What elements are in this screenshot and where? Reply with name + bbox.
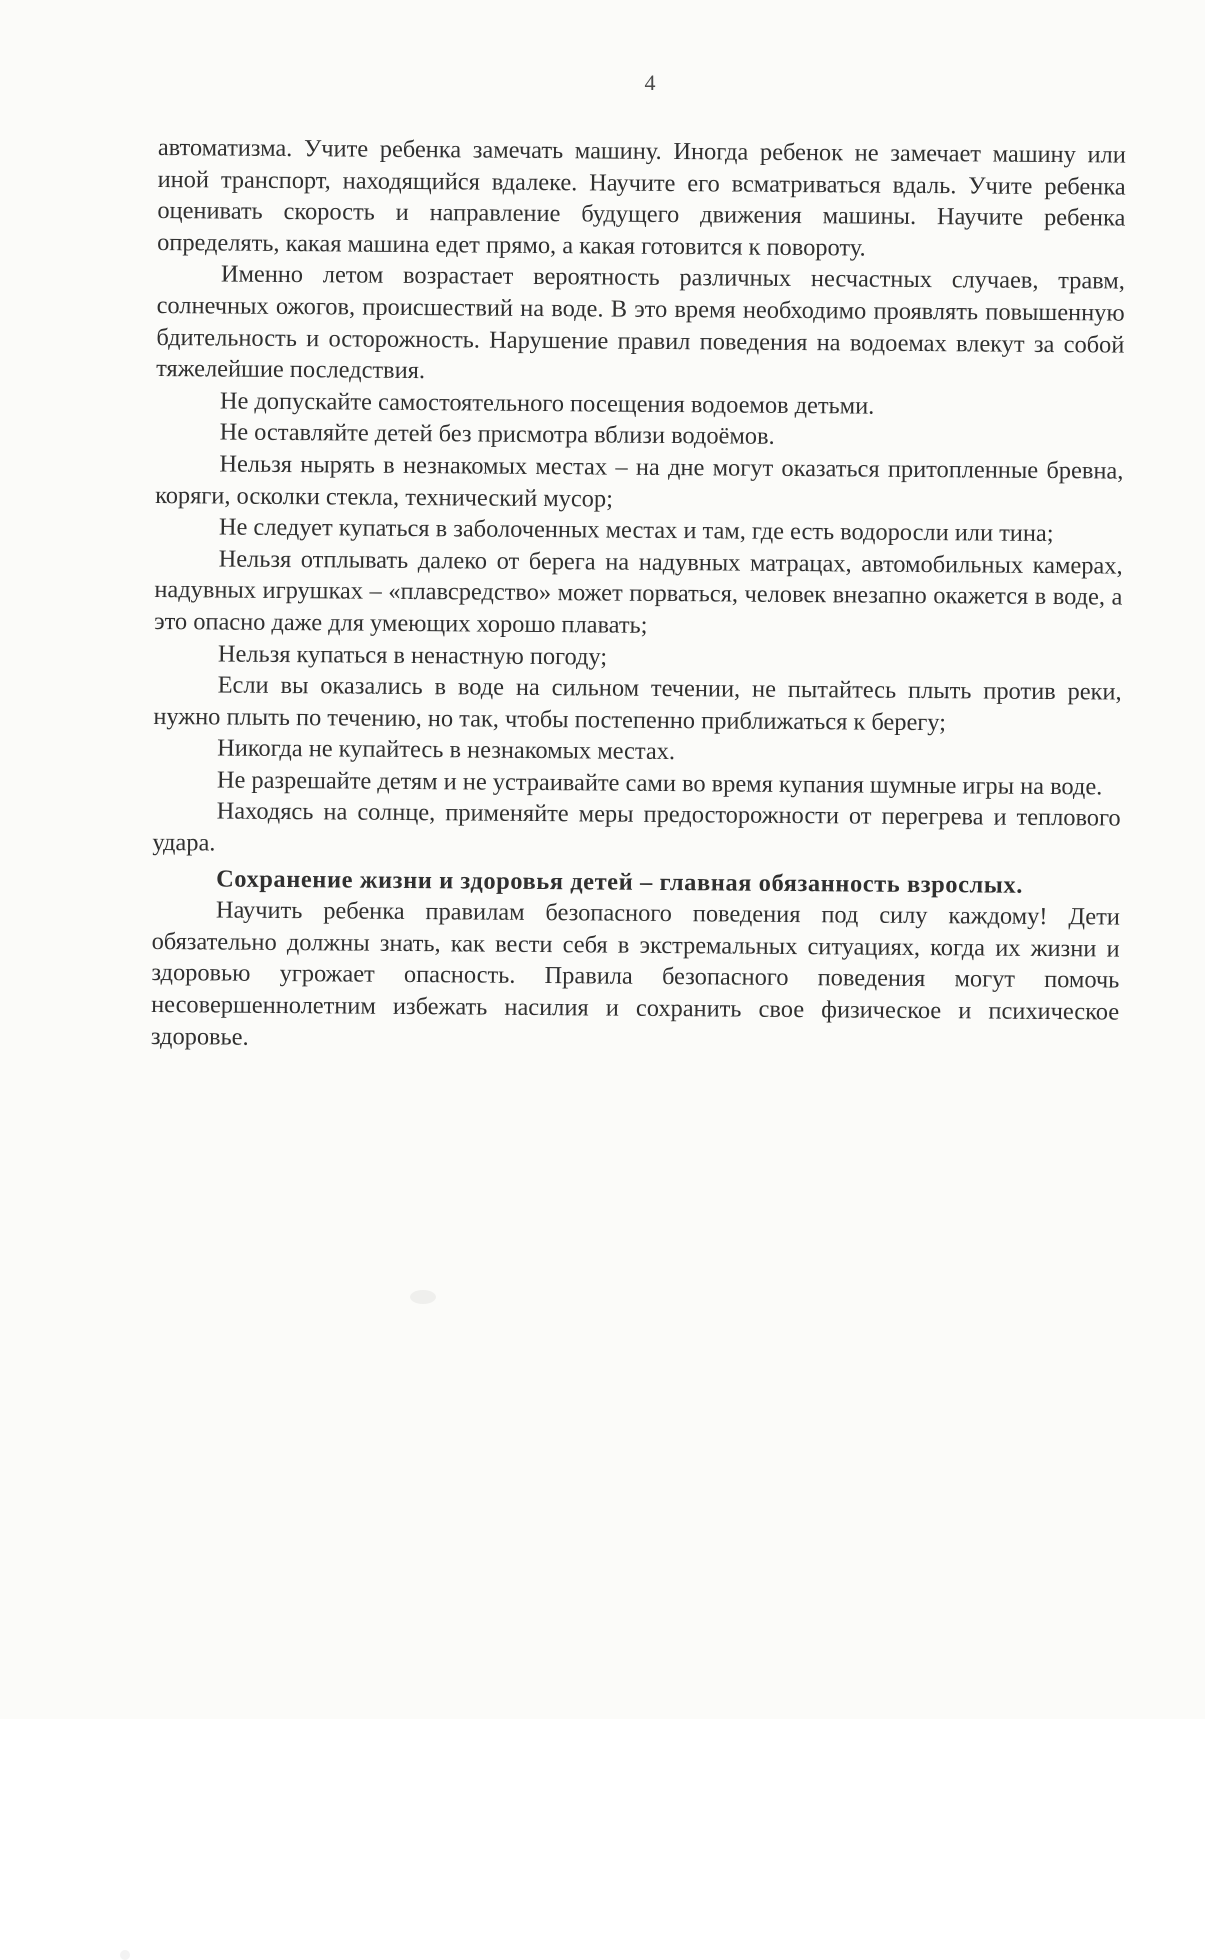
rule-no-unattended-children: Не оставляйте детей без присмотра вблизи водоёмов. <box>219 418 775 451</box>
paragraph-conclusion: Научить ребенка правилам безопасного поведения под силу каждому! Дети обязательно должны знать, как вести себя в экстремальных ситуациях, когда их жизни и здоровью угрожает опасность. Правила безопасного поведения могут помочь несовершеннолетним избежать насилия и сохранить свое физическое и психическое здоровье. <box>150 896 1120 1051</box>
rule-never-unknown-places: Никогда не купайтесь в незнакомых местах. <box>217 734 676 766</box>
rule-no-noisy-games: Не разрешайте детям и не устраивайте сами во время купания шумные игры на воде. <box>216 766 1103 801</box>
rule-no-diving-unknown-places: Нельзя нырять в незнакомых местах – на дне могут оказаться притопленные бревна, коряги, осколки стекла, технический мусор; <box>155 450 1124 513</box>
rule-no-bad-weather: Нельзя купаться в ненастную погоду; <box>217 639 608 671</box>
rule-no-swamp-swimming: Не следует купаться в заболоченных местах и там, где есть водоросли или тина; <box>218 513 1054 548</box>
scan-speck <box>410 1290 436 1304</box>
key-statement: Сохранение жизни и здоровья детей – главная обязанность взрослых. <box>216 865 1024 899</box>
scan-speck <box>120 1950 130 1960</box>
rule-no-unsupervised-visits: Не допускайте самостоятельного посещения водоемов детьми. <box>219 387 875 420</box>
page-number: 4 <box>644 70 656 95</box>
rule-strong-current: Если вы оказались в воде на сильном течении, не пытайтесь плыть против реки, нужно плыть по течению, но так, чтобы постепенно приближаться к берегу; <box>153 671 1122 736</box>
paragraph-summer-risks: Именно летом возрастает вероятность различных несчастных случаев, травм, солнечных ожогов, происшествий на воде. В это время необходимо проявлять повышенную бдительность и осторожность. Нарушение правил поведения на водоемах влекут за собой тяжелейшие последствия. <box>156 260 1125 385</box>
rule-no-inflatables-far: Нельзя отплывать далеко от берега на надувных матрацах, автомобильных камерах, надувных игрушках – «плавсредство» может порваться, человек внезапно окажется в воде, а это опасно даже для умеющих хорошо плавать; <box>154 545 1123 639</box>
paragraph-continuation: автоматизма. Учите ребенка замечать машину. Иногда ребенок не замечает машину или иной транспорт, находящийся вдалеке. Научите его всматриваться вдаль. Учите ребенка оценивать скорость и направление будущего движения машины. Научите ребенка определять, какая машина едет прямо, а какая готовится к повороту. <box>157 133 1126 262</box>
document-body <box>151 132 1126 1060</box>
rule-sun-precautions: Находясь на солнце, применяйте меры предосторожности от перегрева и теплового удара. <box>152 797 1121 857</box>
